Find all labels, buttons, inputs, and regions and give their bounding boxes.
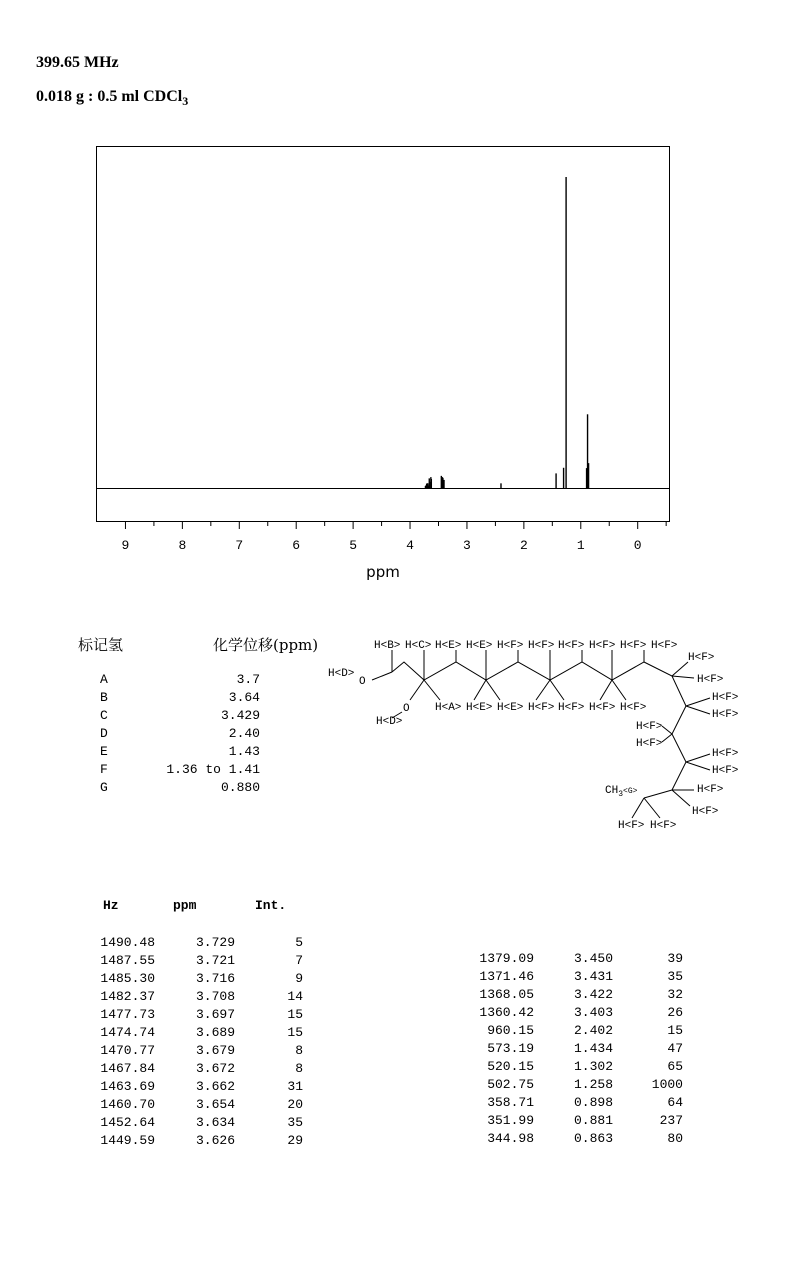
peak-hz: 1371.46 bbox=[479, 969, 534, 984]
assignment-label: F bbox=[100, 762, 108, 777]
peak-ppm: 2.402 bbox=[573, 1023, 613, 1038]
peak-hz: 1474.74 bbox=[100, 1025, 155, 1040]
peak-ppm: 3.403 bbox=[573, 1005, 613, 1020]
peak-int: 29 bbox=[287, 1133, 303, 1148]
peak-hz: 1482.37 bbox=[100, 989, 155, 1004]
peak-hz: 1449.59 bbox=[100, 1133, 155, 1148]
peak-ppm: 3.634 bbox=[195, 1115, 235, 1130]
struct-bottom-h: H<F> bbox=[528, 702, 555, 714]
x-tick-label: 9 bbox=[121, 538, 130, 553]
peak-ppm: 3.654 bbox=[195, 1097, 235, 1112]
peak-ppm: 3.450 bbox=[573, 951, 613, 966]
peak-ppm: 3.729 bbox=[195, 935, 235, 950]
peak-hz: 1487.55 bbox=[100, 953, 155, 968]
assignment-header-shift: 化学位移(ppm) bbox=[213, 636, 319, 654]
peak-ppm: 0.881 bbox=[573, 1113, 613, 1128]
struct-bottom-h: H<F> bbox=[620, 702, 647, 714]
peak-int: 65 bbox=[667, 1059, 683, 1074]
struct-top-h: H<E> bbox=[435, 640, 462, 652]
struct-right-h: H<F> bbox=[692, 806, 719, 818]
assignment-value: 3.7 bbox=[236, 672, 260, 687]
struct-top-h: H<C> bbox=[405, 640, 432, 652]
peak-int: 8 bbox=[295, 1061, 303, 1076]
sample-subscript: 3 bbox=[182, 94, 189, 109]
peak-hz: 1452.64 bbox=[100, 1115, 155, 1130]
struct-right-h: H<F> bbox=[712, 748, 739, 760]
peak-hz: 1490.48 bbox=[100, 935, 155, 950]
peak-hz: 1477.73 bbox=[100, 1007, 155, 1022]
peak-int: 7 bbox=[295, 953, 303, 968]
peak-int: 8 bbox=[295, 1043, 303, 1058]
peak-int: 47 bbox=[667, 1041, 683, 1056]
structure-bonds bbox=[372, 650, 710, 818]
struct-top-h: H<F> bbox=[497, 640, 524, 652]
assignment-value: 1.36 to 1.41 bbox=[166, 762, 260, 777]
peak-ppm: 0.898 bbox=[573, 1095, 613, 1110]
peak-ppm: 3.689 bbox=[195, 1025, 235, 1040]
peak-int: 64 bbox=[667, 1095, 683, 1110]
struct-bottom-h: H<A> bbox=[435, 702, 462, 714]
assignment-value: 3.429 bbox=[220, 708, 260, 723]
struct-top-h: H<F> bbox=[620, 640, 647, 652]
assignment-label: E bbox=[100, 744, 108, 759]
struct-top-h: H<E> bbox=[466, 640, 493, 652]
assignment-label: B bbox=[100, 690, 108, 705]
x-tick-label: 7 bbox=[235, 538, 244, 553]
assignment-label: A bbox=[100, 672, 108, 687]
x-tick-label: 5 bbox=[349, 538, 358, 553]
peak-int: 31 bbox=[287, 1079, 303, 1094]
peak-int: 20 bbox=[287, 1097, 303, 1112]
peak-ppm: 3.626 bbox=[195, 1133, 235, 1148]
struct-top-h: H<F> bbox=[589, 640, 616, 652]
spectrometer-frequency: 399.65 MHz bbox=[36, 54, 119, 71]
x-tick-label: 3 bbox=[463, 538, 471, 553]
assignment-value: 0.880 bbox=[220, 780, 260, 795]
peak-int: 26 bbox=[667, 1005, 683, 1020]
struct-right-h: H<F> bbox=[712, 765, 739, 777]
peak-int: 15 bbox=[287, 1025, 303, 1040]
x-tick-label: 6 bbox=[292, 538, 301, 553]
structure-labels bbox=[328, 640, 738, 832]
sample-main: 0.018 g : 0.5 ml CDCl bbox=[36, 88, 183, 105]
peak-ppm: 3.431 bbox=[573, 969, 613, 984]
peak-ppm: 0.863 bbox=[573, 1131, 613, 1146]
assignment-value: 3.64 bbox=[228, 690, 260, 705]
peak-ppm: 3.422 bbox=[573, 987, 613, 1002]
peak-int: 237 bbox=[659, 1113, 683, 1128]
assignment-label: G bbox=[100, 780, 108, 795]
peak-hz: 358.71 bbox=[487, 1095, 534, 1110]
peak-hz: 344.98 bbox=[487, 1131, 534, 1146]
peak-int: 15 bbox=[287, 1007, 303, 1022]
struct-right-h: H<F> bbox=[636, 738, 663, 750]
x-axis-label: ppm bbox=[366, 563, 400, 581]
peak-ppm: 1.258 bbox=[573, 1077, 613, 1092]
peak-int: 15 bbox=[667, 1023, 683, 1038]
struct-right-h: H<F> bbox=[697, 784, 724, 796]
struct-right-h: H<F> bbox=[697, 674, 724, 686]
peak-int: 9 bbox=[295, 971, 303, 986]
peak-hz: 960.15 bbox=[487, 1023, 534, 1038]
peak-hz: 1460.70 bbox=[100, 1097, 155, 1112]
peak-int: 32 bbox=[667, 987, 683, 1002]
struct-h-lower: H<D> bbox=[376, 716, 403, 728]
peak-hz: 1360.42 bbox=[479, 1005, 534, 1020]
x-tick-label: 8 bbox=[178, 538, 187, 553]
peak-ppm: 3.679 bbox=[195, 1043, 235, 1058]
assignment-label: C bbox=[100, 708, 108, 723]
peak-hz: 1485.30 bbox=[100, 971, 155, 986]
struct-right-h: H<F> bbox=[712, 709, 739, 721]
peak-hz: 1463.69 bbox=[100, 1079, 155, 1094]
x-tick-label: 0 bbox=[633, 538, 642, 553]
struct-right-h: H<F> bbox=[688, 652, 715, 664]
struct-oh-h: H<D> bbox=[328, 668, 355, 680]
peak-hz: 520.15 bbox=[487, 1059, 534, 1074]
struct-oh-o: O bbox=[359, 676, 366, 688]
x-tick-label: 2 bbox=[519, 538, 528, 553]
peak-ppm: 3.697 bbox=[195, 1007, 235, 1022]
peak-int: 14 bbox=[287, 989, 303, 1004]
struct-bottom-h: H<F> bbox=[558, 702, 585, 714]
struct-bottom-h: H<E> bbox=[466, 702, 493, 714]
struct-top-h: H<B> bbox=[374, 640, 401, 652]
peak-hz: 1470.77 bbox=[100, 1043, 155, 1058]
peak-ppm: 3.708 bbox=[195, 989, 235, 1004]
peak-ppm: 1.434 bbox=[573, 1041, 613, 1056]
struct-right-h: H<F> bbox=[712, 692, 739, 704]
struct-bottom-h: H<E> bbox=[497, 702, 524, 714]
peak-ppm: 3.662 bbox=[195, 1079, 235, 1094]
assignment-label: D bbox=[100, 726, 108, 741]
peak-int: 35 bbox=[667, 969, 683, 984]
x-tick-label: 1 bbox=[576, 538, 585, 553]
col-header-int: Int. bbox=[255, 898, 287, 913]
struct-ch3: $CH_3^{<G>}$ bbox=[605, 785, 638, 799]
struct-end-h: H<F> bbox=[650, 820, 677, 832]
col-header-ppm: ppm bbox=[173, 898, 197, 913]
peak-int: 80 bbox=[667, 1131, 683, 1146]
x-tick-label: 4 bbox=[406, 538, 414, 553]
assignment-value: 1.43 bbox=[228, 744, 260, 759]
peak-hz: 1368.05 bbox=[479, 987, 534, 1002]
struct-bottom-h: H<F> bbox=[589, 702, 616, 714]
peak-int: 5 bbox=[295, 935, 303, 950]
struct-top-h: H<F> bbox=[651, 640, 678, 652]
peak-hz: 1379.09 bbox=[479, 951, 534, 966]
assignment-header-label: 标记氢 bbox=[78, 636, 124, 654]
struct-right-h: H<F> bbox=[636, 721, 663, 733]
peak-int: 39 bbox=[667, 951, 683, 966]
peak-hz: 573.19 bbox=[487, 1041, 534, 1056]
struct-o-lower: O bbox=[403, 703, 410, 715]
peak-hz: 502.75 bbox=[487, 1077, 534, 1092]
struct-top-h: H<F> bbox=[528, 640, 555, 652]
peak-int: 1000 bbox=[651, 1077, 683, 1092]
assignment-value: 2.40 bbox=[228, 726, 260, 741]
peak-hz: 351.99 bbox=[487, 1113, 534, 1128]
peak-ppm: 3.721 bbox=[195, 953, 235, 968]
peak-int: 35 bbox=[287, 1115, 303, 1130]
peak-ppm: 3.672 bbox=[195, 1061, 235, 1076]
struct-top-h: H<F> bbox=[558, 640, 585, 652]
peak-ppm: 3.716 bbox=[195, 971, 235, 986]
col-header-hz: Hz bbox=[103, 898, 119, 913]
peak-ppm: 1.302 bbox=[573, 1059, 613, 1074]
struct-end-h: H<F> bbox=[618, 820, 645, 832]
peak-hz: 1467.84 bbox=[100, 1061, 155, 1076]
